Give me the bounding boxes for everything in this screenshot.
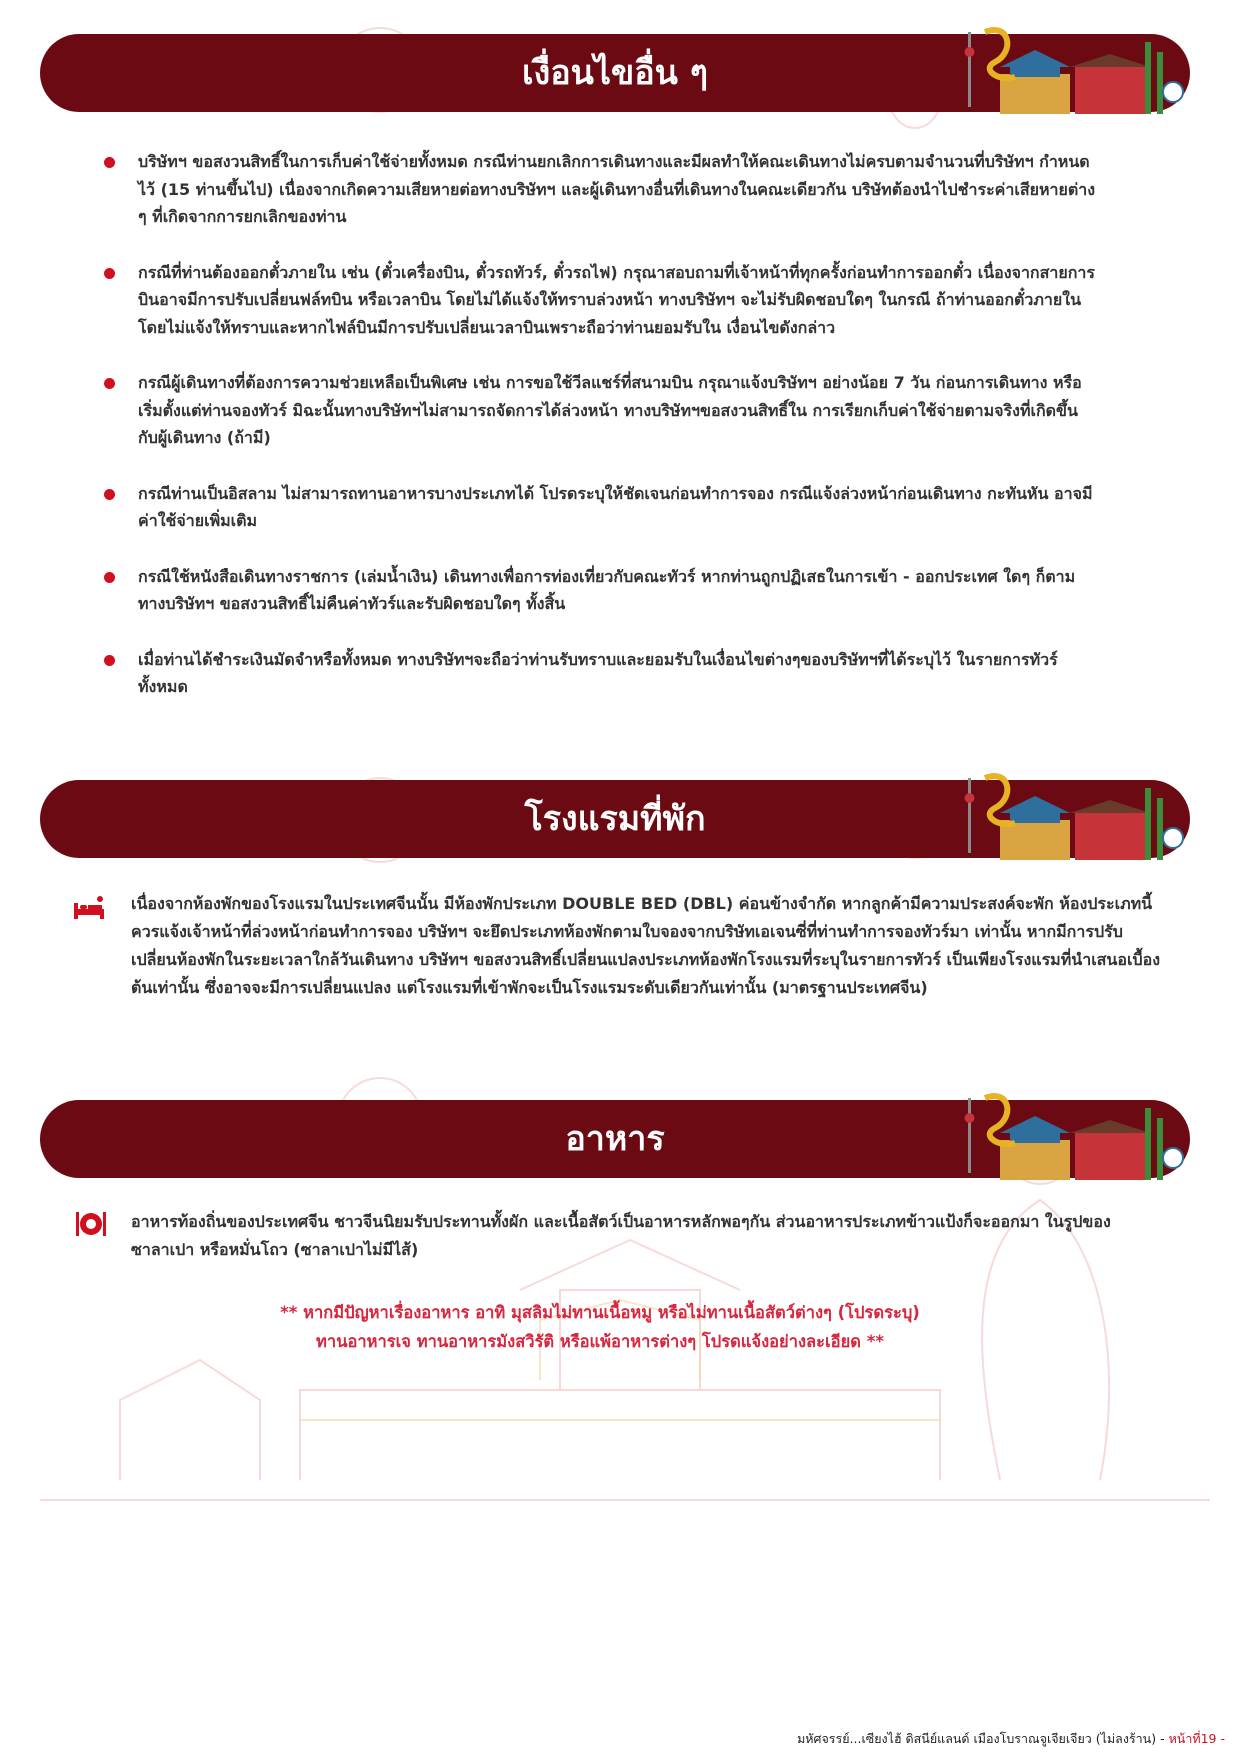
list-item — [96, 480, 1096, 535]
food-note — [160, 1298, 1040, 1356]
china-landmarks-illustration — [940, 12, 1190, 122]
list-item-text: เมื่อท่านได้ชำระเงินมัดจำหรือทั้งหมด ทางบริษัทฯจะถือว่าท่านรับทราบและยอมรับในเงื่อนไขต่างๆของบริษัทฯที่ได้ระบุไว้ ในรายการทัวร์ทั้งหมด — [138, 649, 1058, 696]
conditions-title: เงื่อนไขอื่น ๆ — [522, 53, 708, 93]
bullet-icon — [104, 655, 115, 666]
food-note-line2: ทานอาหารเจ ทานอาหารมังสวิรัติ หรือแพ้อาหารต่างๆ โปรดแจ้งอย่างละเอียด ** — [316, 1332, 884, 1351]
conditions-banner — [40, 34, 1190, 112]
bed-icon — [72, 895, 106, 921]
food-note-line1: ** หากมีปัญหาเรื่องอาหาร อาทิ มุสลิมไม่ทานเนื้อหมู หรือไม่ทานเนื้อสัตว์ต่างๆ (โปรดระบุ) — [280, 1303, 920, 1322]
list-item-text: กรณีผู้เดินทางที่ต้องการความช่วยเหลือเป็นพิเศษ เช่น การขอใช้วีลแชร์ที่สนามบิน กรุณาแจ้งบริษัทฯ อย่างน้อย 7 วัน ก่อนการเดินทาง หรือเริ่มตั้งแต่ท่านจองทัวร์ มิฉะนั้นทางบริษัทฯไม่สามารถจัดการได้ล่วงหน้า ทางบริษัทฯขอสงวนสิทธิ์ใน การเรียกเก็บค่าใช้จ่ายตามจริงที่เกิดขึ้นกับผู้เดินทาง (ถ้ามี) — [138, 373, 1082, 447]
dish-icon — [74, 1210, 108, 1238]
list-item — [96, 369, 1096, 452]
conditions-list — [96, 148, 1096, 701]
list-item-text: กรณีที่ท่านต้องออกตั๋วภายใน เช่น (ตั๋วเครื่องบิน, ตั๋วรถทัวร์, ตั๋วรถไฟ) กรุณาสอบถามที่เจ้าหน้าที่ทุกครั้งก่อนทำการออกตั๋ว เนื่องจากสายการบินอาจมีการปรับเปลี่ยนฟล์ทบิน หรือเวลาบิน โดยไม่ได้แจ้งให้ทราบล่วงหน้า ทางบริษัทฯ จะไม่รับผิดชอบใดๆ ในกรณี ถ้าท่านออกตั๋วภายในโดยไม่แจ้งให้ทราบและหากไฟล์บินมีการปรับเปลี่ยนเวลาบินเพราะถือว่าท่านยอมรับใน เงื่อนไขดังกล่าว — [138, 262, 1095, 337]
bullet-icon — [104, 489, 115, 500]
food-title: อาหาร — [565, 1119, 665, 1159]
hotel-banner — [40, 780, 1190, 858]
page-number: หน้าที่19 - — [1168, 1731, 1225, 1746]
hotel-title: โรงแรมที่พัก — [524, 799, 706, 839]
list-item — [96, 148, 1096, 231]
list-item-text: กรณีใช้หนังสือเดินทางราชการ (เล่มน้ำเงิน) เดินทางเพื่อการท่องเที่ยวกับคณะทัวร์ หากท่านถูกปฏิเสธในการเข้า - ออกประเทศ ใดๆ ก็ตาม ทางบริษัทฯ ขอสงวนสิทธิ์ไม่คืนค่าทัวร์และรับผิดชอบใดๆ ทั้งสิ้น — [138, 566, 1076, 613]
bullet-icon — [104, 157, 115, 168]
bullet-icon — [104, 378, 115, 389]
list-item-text: บริษัทฯ ขอสงวนสิทธิ์ในการเก็บค่าใช้จ่ายทั้งหมด กรณีท่านยกเลิกการเดินทางและมีผลทำให้คณะเดินทางไม่ครบตามจำนวนที่บริษัทฯ กำหนดไว้ (15 ท่านขึ้นไป) เนื่องจากเกิดความเสียหายต่อทางบริษัทฯ และผู้เดินทางอื่นที่เดินทางในคณะเดียวกัน บริษัทต้องนำไปชำระค่าเสียหายต่าง ๆ ที่เกิดจากการยกเลิกของท่าน — [138, 152, 1096, 226]
hotel-text: เนื่องจากห้องพักของโรงแรมในประเทศจีนนั้น มีห้องพักประเภท DOUBLE BED (DBL) ค่อนข้างจำกัด หากลูกค้ามีความประสงค์จะพัก ห้องประเภทนี้ ควรแจ้งเจ้าหน้าที่ล่วงหน้าก่อนทำการจอง บริษัทฯ จะยึดประเภทห้องพักตามใบจองจากบริษัทเอเจนซี่ที่ท่านทำการจองทัวร์มา เท่านั้น หากมีการปรับเปลี่ยนห้องพักในระยะเวลาใกล้วันเดินทาง บริษัทฯ ขอสงวนสิทธิ์เปลี่ยนแปลงประเภทห้องพักโรงแรมที่ระบุในรายการทัวร์ เป็นเพียงโรงแรมที่นำเสนอเบื้องต้นเท่านั้น ซึ่งอาจจะมีการเปลี่ยนแปลง แต่โรงแรมที่เข้าพักจะเป็นโรงแรมระดับเดียวกันเท่านั้น (มาตรฐานประเทศจีน) — [131, 894, 1161, 997]
list-item — [96, 259, 1096, 342]
footer-text: มหัศจรรย์...เซียงไฮ้ ดิสนีย์แลนด์ เมืองโบราณจูเจียเจียว (ไม่ลงร้าน) - — [797, 1731, 1169, 1746]
bullet-icon — [104, 268, 115, 279]
food-text: อาหารท้องถิ่นของประเทศจีน ชาวจีนนิยมรับประทานทั้งผัก และเนื้อสัตว์เป็นอาหารหลักพอๆกัน ส่วนอาหารประเภทข้าวแป้งก็จะออกมา ในรูปของซาลาเปา หรือหมั่นโถว (ซาลาเปาไม่มีไส้) — [131, 1212, 1111, 1259]
list-item — [96, 646, 1096, 701]
food-banner — [40, 1100, 1190, 1178]
page-footer — [797, 1729, 1225, 1749]
china-landmarks-illustration — [940, 758, 1190, 868]
list-item — [96, 563, 1096, 618]
bullet-icon — [104, 572, 115, 583]
china-landmarks-illustration — [940, 1078, 1190, 1188]
list-item-text: กรณีท่านเป็นอิสลาม ไม่สามารถทานอาหารบางประเภทได้ โปรดระบุให้ชัดเจนก่อนทำการจอง กรณีแจ้งล่วงหน้าก่อนเดินทาง กะทันหัน อาจมีค่าใช้จ่ายเพิ่มเติม — [138, 483, 1093, 530]
